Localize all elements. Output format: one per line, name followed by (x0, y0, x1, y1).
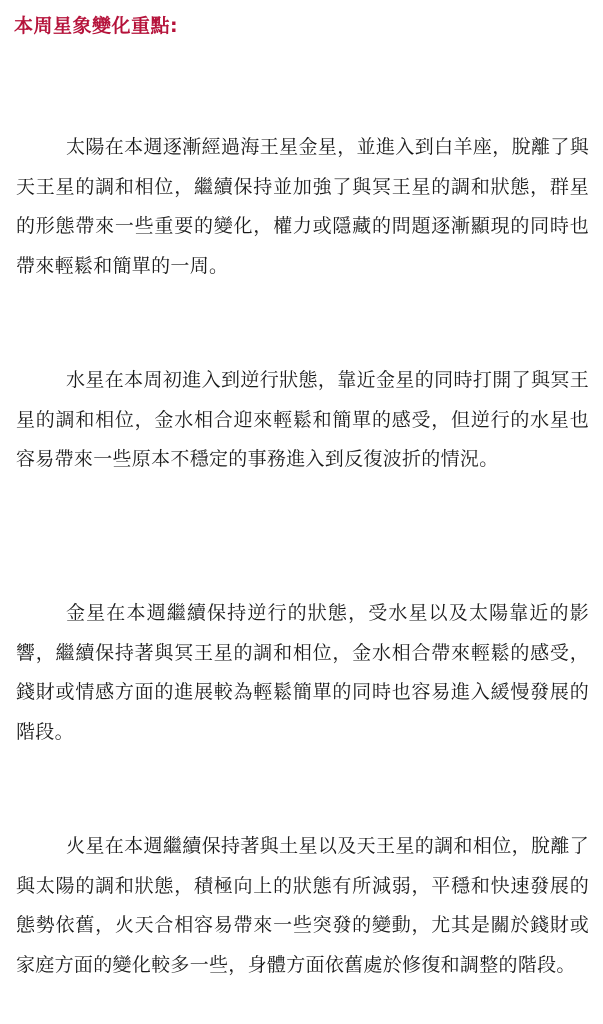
section-heading: 本周星象變化重點: (14, 15, 179, 37)
paragraph-venus: 金星在本週繼續保持逆行的狀態，受水星以及太陽靠近的影響，繼續保持著與冥王星的調和相位，金水相合帶來輕鬆的感受，錢財或情感方面的進展較為輕鬆簡單的同時也容易進入緩慢發展的階段。 (16, 602, 589, 743)
paragraph-mercury: 水星在本周初進入到逆行狀態，靠近金星的同時打開了與冥王星的調和相位，金水相合迎來輕鬆和簡單的感受，但逆行的水星也容易帶來一些原本不穩定的事務進入到反復波折的情況。 (16, 369, 589, 470)
paragraph-sun: 太陽在本週逐漸經過海王星金星，並進入到白羊座，脫離了與天王星的調和相位，繼續保持並加強了與冥王星的調和狀態，群星的形態帶來一些重要的變化，權力或隱藏的問題逐漸顯現的同時也帶來輕鬆和簡單的一周。 (16, 136, 589, 277)
paragraph-mars: 火星在本週繼續保持著與土星以及天王星的調和相位，脫離了與太陽的調和狀態，積極向上的狀態有所減弱，平穩和快速發展的態勢依舊，火天合相容易帶來一些突發的變動，尤其是關於錢財或家庭方面的變化較多一些，身體方面依舊處於修復和調整的階段。 (16, 835, 589, 976)
